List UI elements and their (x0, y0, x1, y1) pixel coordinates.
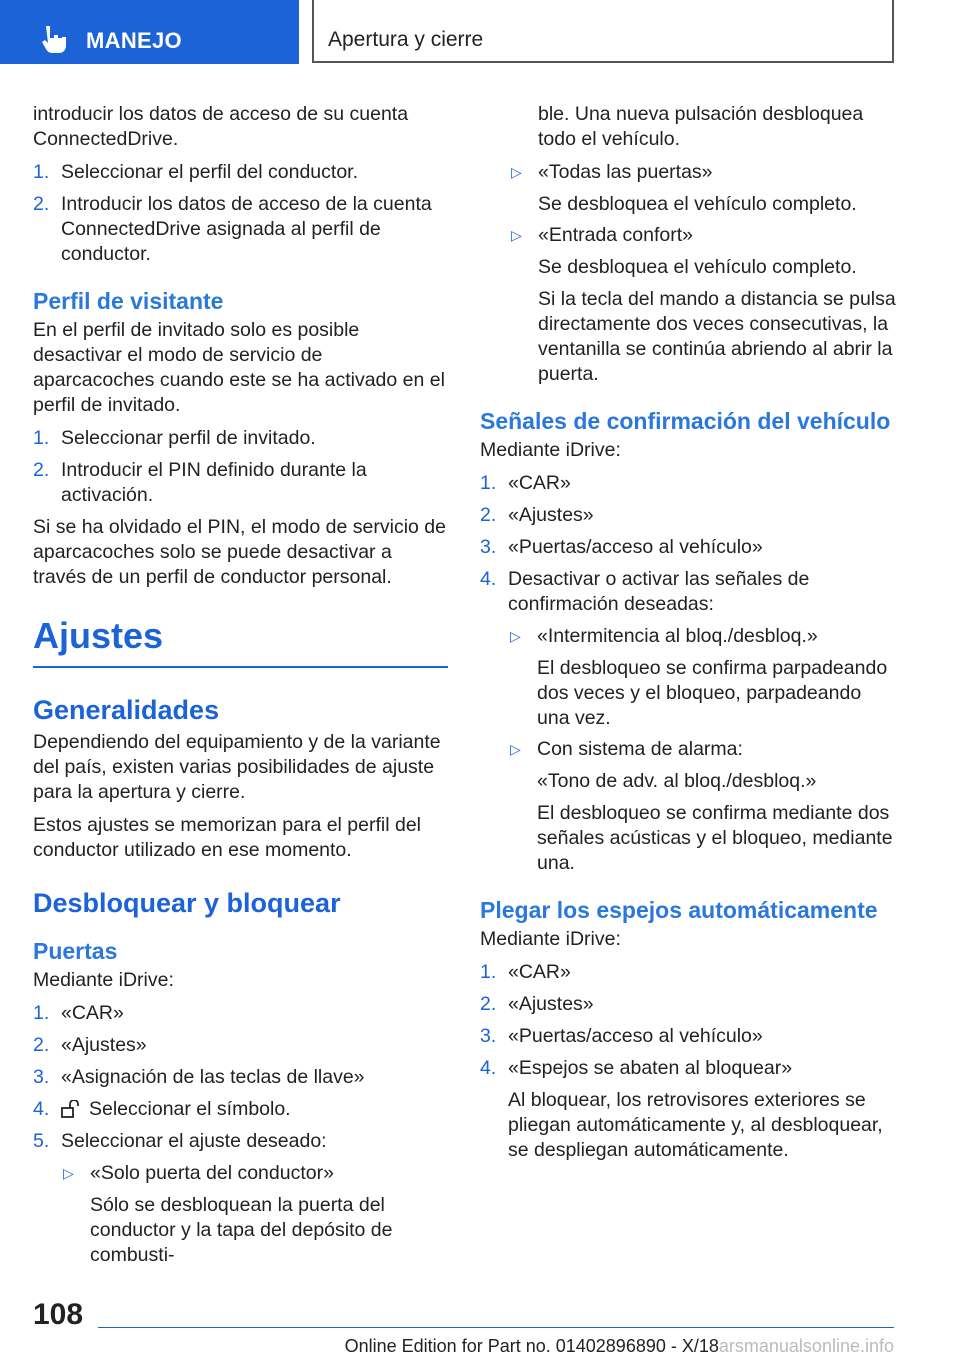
footer-edition: Online Edition for Part no. 01402896890 - X/18arsmanualsonline.info (344, 1336, 894, 1356)
step-number: 1. (33, 1002, 50, 1024)
triangle-bullet-icon: ▷ (511, 164, 522, 180)
list-item: 2. «Ajustes» (480, 504, 594, 526)
step-number: 4. (33, 1098, 50, 1120)
list-item: 4. «Espejos se abaten al bloquear» Al bloquear, los retrovisores exteriores se pliegan automáticamente y, al desbloquear, se despliegan automáticamente. (480, 1057, 883, 1161)
watermark: arsmanualsonline.info (718, 1336, 894, 1356)
step-number: 5. (33, 1130, 50, 1152)
option-list (508, 624, 896, 876)
step-number: 3. (480, 1025, 497, 1047)
paragraph: En el perfil de invitado solo es posible desactivar el modo de servicio de aparcacoches cuando este se ha activado en el perfil de invitado. (33, 319, 445, 416)
heading-ajustes: Ajustes (33, 614, 448, 668)
heading-desbloquear: Desbloquear y bloquear (33, 888, 341, 918)
step-number: 2. (33, 1034, 50, 1056)
step-list (33, 160, 448, 267)
list-item: 1. Seleccionar el perfil del conductor. (33, 161, 359, 183)
list-item: ▷ «Todas las puertas» Se desbloquea el vehículo completo. (511, 161, 857, 215)
page-number: 108 (33, 1298, 84, 1331)
chapter-title: Apertura y cierre (328, 28, 484, 51)
heading-perfil-visitante: Perfil de visitante (33, 288, 224, 314)
paragraph: introducir los datos de acceso de su cuenta ConnectedDrive. (33, 103, 409, 150)
step-number: 1. (33, 427, 50, 449)
list-item: ▷ «Entrada confort» Se desbloquea el vehículo completo. Si la tecla del mando a distancia se pulsa directamente dos veces consecutivas, la ventanilla se continúa abriendo al abrir la puerta. (511, 224, 896, 385)
list-item: 1. «CAR» (480, 961, 571, 983)
list-item: 1. «CAR» (480, 472, 571, 494)
chapter-header (312, 0, 894, 63)
step-number: 2. (33, 193, 50, 215)
list-item: 4. Desactivar o activar las señales de confirmación deseadas: ▷ «Intermitencia al bloq./desbloq.» El desbloqueo se confirma parpadeando dos veces y el bloqueo, parpadeando una vez. ▷ Con sistema de alarma: «Tono de adv. al bloq./desbloq.» El desbloqueo se confirma mediante dos señales acústicas y el bloqueo, mediante una. (480, 567, 896, 876)
list-item: 4. Seleccionar el símbolo. (33, 1098, 291, 1120)
triangle-bullet-icon: ▷ (510, 741, 521, 757)
paragraph: Si se ha olvidado el PIN, el modo de servicio de aparcacoches solo se puede desactivar a través de un perfil de conductor personal. (33, 516, 446, 588)
list-item: 5. Seleccionar el ajuste deseado: ▷ «Solo puerta del conductor» Sólo se desbloquean la puerta del conductor y la tapa del depósito de combusti- (33, 1129, 448, 1268)
step-number: 2. (33, 459, 50, 481)
heading-puertas: Puertas (33, 938, 118, 964)
list-item: 3. «Puertas/acceso al vehículo» (480, 1025, 763, 1047)
step-number: 1. (33, 161, 50, 183)
paragraph: Mediante iDrive: (480, 928, 621, 950)
step-number: 4. (480, 568, 497, 590)
footer-rule (98, 1327, 894, 1328)
hand-pointer-icon (38, 24, 68, 54)
step-number: 3. (480, 536, 497, 558)
step-number: 2. (480, 993, 497, 1015)
section-tab (0, 0, 299, 64)
list-item: 2. «Ajustes» (480, 993, 594, 1015)
step-number: 2. (480, 504, 497, 526)
paragraph: Dependiendo del equipamiento y de la variante del país, existen varias posibilidades de ajuste para la apertura y cierre. (33, 731, 441, 803)
step-number: 3. (33, 1066, 50, 1088)
step-number: 1. (480, 961, 497, 983)
step-number: 1. (480, 472, 497, 494)
option-list (61, 1161, 448, 1268)
heading-espejos: Plegar los espejos automáticamente (480, 897, 878, 923)
list-item: 2. Introducir los datos de acceso de la cuenta ConnectedDrive asignada al perfil de conductor. (33, 193, 432, 265)
step-list (33, 426, 448, 508)
list-item: 3. «Puertas/acceso al vehículo» (480, 536, 763, 558)
list-item: 2. «Ajustes» (33, 1034, 147, 1056)
triangle-bullet-icon: ▷ (510, 628, 521, 644)
heading-senales: Señales de confirmación del vehículo (480, 408, 891, 434)
list-item: ▷ Con sistema de alarma: «Tono de adv. al bloq./desbloq.» El desbloqueo se confirma mediante dos señales acústicas y el bloqueo, mediante una. (510, 738, 893, 874)
paragraph: ble. Una nueva pulsación desbloquea todo el vehículo. (538, 103, 864, 150)
list-item: 2. Introducir el PIN definido durante la activación. (33, 459, 367, 506)
step-list (480, 960, 896, 1163)
heading-generalidades: Generalidades (33, 695, 220, 725)
section-label: MANEJO (86, 28, 182, 53)
paragraph: Estos ajustes se memorizan para el perfil del conductor utilizado en ese momento. (33, 814, 422, 861)
paragraph: Mediante iDrive: (33, 969, 174, 991)
step-list (33, 1001, 448, 1268)
list-item: 3. «Asignación de las teclas de llave» (33, 1066, 365, 1088)
right-column (480, 102, 896, 1170)
list-item: ▷ «Solo puerta del conductor» Sólo se desbloquean la puerta del conductor y la tapa del depósito de combusti- (63, 1162, 393, 1266)
list-item: 1. Seleccionar perfil de invitado. (33, 427, 316, 449)
option-list (480, 160, 896, 387)
unlock-icon (61, 1100, 83, 1118)
triangle-bullet-icon: ▷ (511, 227, 522, 243)
list-item: ▷ «Intermitencia al bloq./desbloq.» El desbloqueo se confirma parpadeando dos veces y el bloqueo, parpadeando una vez. (510, 625, 888, 729)
step-list (480, 471, 896, 876)
paragraph: Mediante iDrive: (480, 439, 621, 461)
left-column (33, 102, 448, 1275)
list-item: 1. «CAR» (33, 1002, 124, 1024)
step-number: 4. (480, 1057, 497, 1079)
triangle-bullet-icon: ▷ (63, 1165, 74, 1181)
